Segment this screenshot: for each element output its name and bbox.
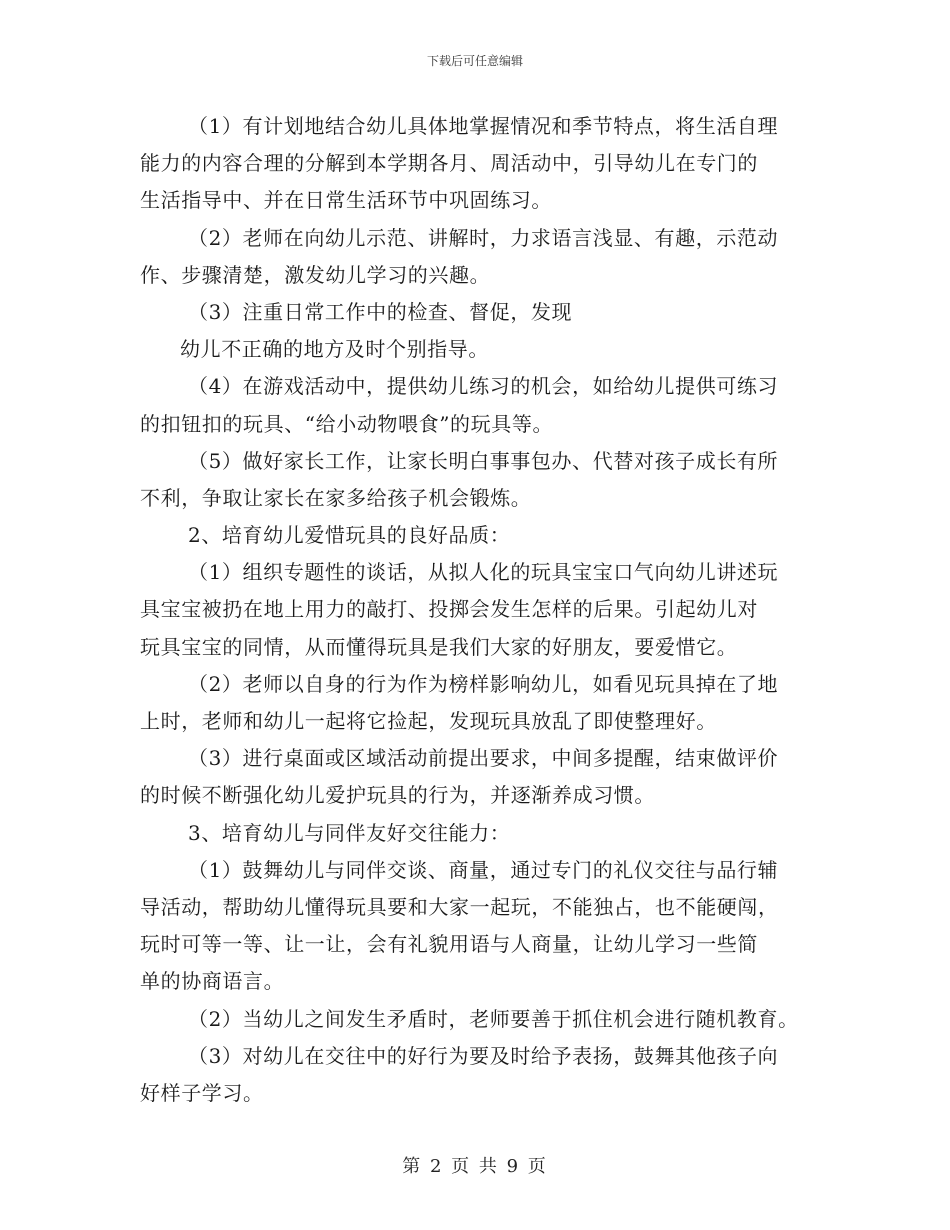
- paragraph-line: 能力的内容合理的分解到本学期各月、周活动中，引导幼儿在专门的: [140, 151, 758, 176]
- paragraph-line: （2）老师在向幼儿示范、讲解时，力求语言浅显、有趣，示范动: [188, 225, 779, 250]
- paragraph-line: （5）做好家长工作，让家长明白事事包办、代替对孩子成长有所: [188, 448, 779, 473]
- paragraph-line: 的时候不断强化幼儿爱护玩具的行为，并逐渐养成习惯。: [140, 783, 655, 808]
- paragraph-line: 作、步骤清楚，激发幼儿学习的兴趣。: [140, 262, 491, 287]
- paragraph-line: （4）在游戏活动中，提供幼儿练习的机会，如给幼儿提供可练习: [188, 374, 779, 399]
- paragraph-line: （3）对幼儿在交往中的好行为要及时给予表扬，鼓舞其他孩子向: [188, 1043, 779, 1068]
- paragraph-line: 玩时可等一等、让一让，会有礼貌用语与人商量，让幼儿学习一些简: [140, 932, 758, 957]
- paragraph-line: （1）组织专题性的谈话，从拟人化的玩具宝宝口气向幼儿讲述玩: [188, 560, 779, 585]
- paragraph-line: （1）鼓舞幼儿与同伴交谈、商量，通过专门的礼仪交往与品行辅: [188, 857, 779, 882]
- paragraph-line: 单的协商语言。: [140, 969, 285, 994]
- paragraph-line: 导活动，帮助幼儿懂得玩具要和大家一起玩，不能独占，也不能硬闯，: [140, 894, 779, 919]
- paragraph-line: 玩具宝宝的同情，从而懂得玩具是我们大家的好朋友，要爱惜它。: [140, 634, 738, 659]
- document-body: [140, 108, 820, 1112]
- paragraph-line: （3）注重日常工作中的检查、督促，发现: [188, 299, 573, 324]
- page-footer: 第 2 页 共 9 页: [402, 1156, 548, 1177]
- section-heading: 2、培育幼儿爱惜玩具的良好品质：: [188, 523, 511, 548]
- paragraph-line: （2）老师以自身的行为作为榜样影响幼儿，如看见玩具掉在了地: [188, 671, 779, 696]
- paragraph-line: 上时，老师和幼儿一起将它捡起，发现玩具放乱了即使整理好。: [140, 709, 717, 733]
- page-header: 下载后可任意编辑: [426, 54, 523, 68]
- paragraph-line: 幼儿不正确的地方及时个别指导。: [180, 337, 489, 362]
- paragraph-line: 不利，争取让家长在家多给孩子机会锻炼。: [140, 485, 532, 510]
- paragraph-line: （3）进行桌面或区域活动前提出要求，中间多提醒，结束做评价: [188, 746, 779, 771]
- paragraph-line: （2）当幼儿之间发生矛盾时，老师要善于抓住机会进行随机教育。: [188, 1006, 799, 1031]
- paragraph-line: 好样子学习。: [140, 1080, 264, 1105]
- paragraph-line: 生活指导中、并在日常生活环节中巩固练习。: [140, 188, 552, 213]
- paragraph-line: （1）有计划地结合幼儿具体地掌握情况和季节特点，将生活自理: [188, 114, 779, 138]
- paragraph-line: 的扣钮扣的玩具、“给小动物喂食”的玩具等。: [140, 411, 554, 436]
- section-heading: 3、培育幼儿与同伴友好交往能力：: [188, 820, 511, 845]
- paragraph-line: 具宝宝被扔在地上用力的敲打、投掷会发生怎样的后果。引起幼儿对: [140, 597, 758, 622]
